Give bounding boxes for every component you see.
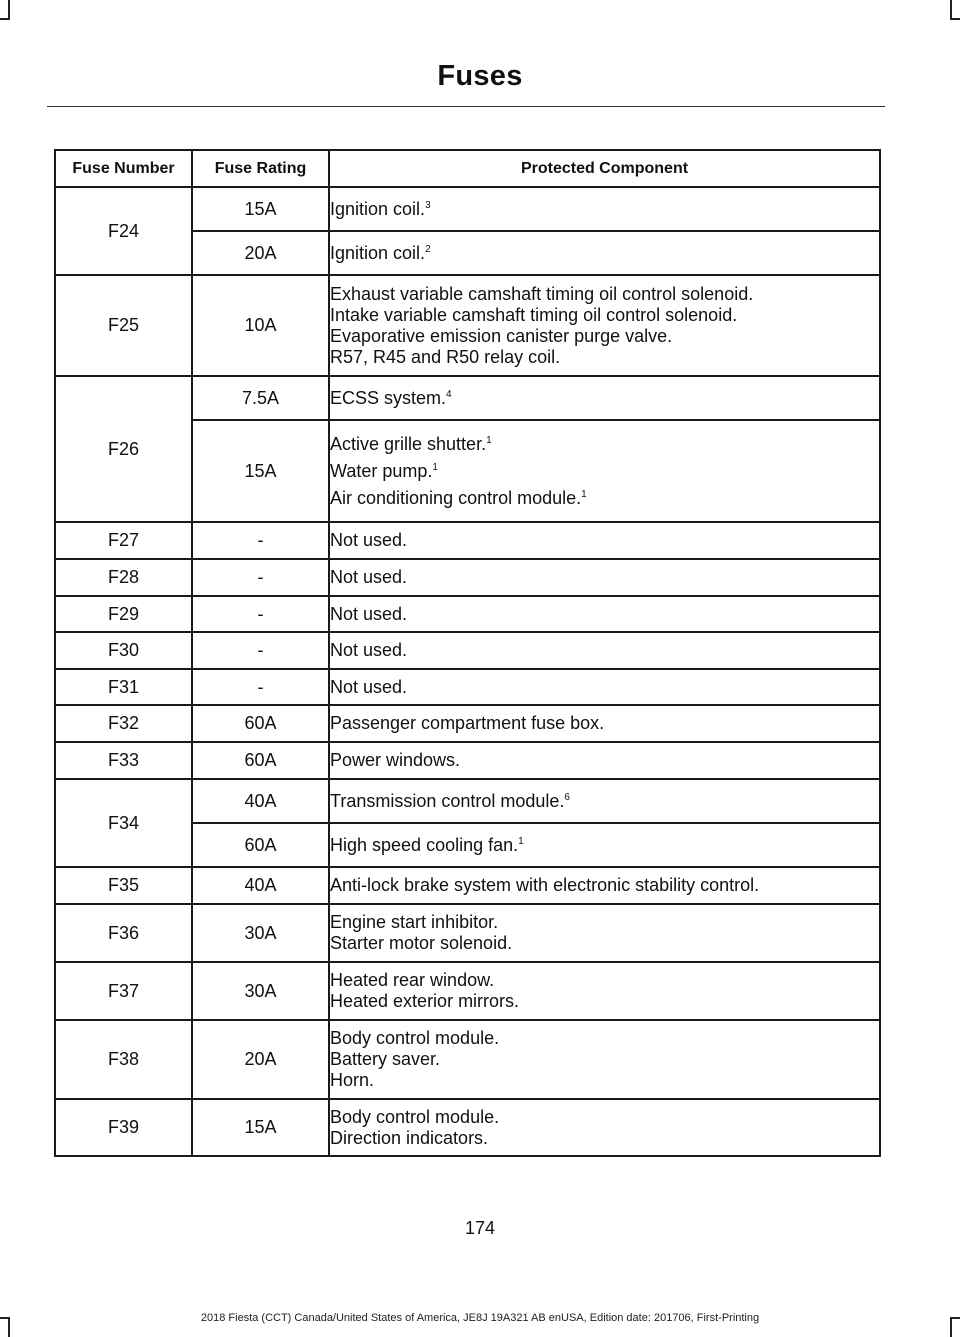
component-text: Starter motor solenoid. xyxy=(330,933,513,953)
fuse-number-cell: F34 xyxy=(55,779,192,867)
crop-mark xyxy=(950,0,952,20)
table-header-row xyxy=(55,150,880,187)
fuse-number-cell: F28 xyxy=(55,559,192,596)
component-text: Engine start inhibitor. xyxy=(330,912,499,932)
protected-component-cell xyxy=(329,231,880,275)
component-line xyxy=(330,1070,879,1091)
column-header-fuse-number: Fuse Number xyxy=(55,150,192,187)
footnote-marker: 1 xyxy=(432,461,438,473)
component-line xyxy=(330,326,879,347)
fuse-number-cell: F33 xyxy=(55,742,192,779)
table-row xyxy=(55,705,880,742)
component-text: R57, R45 and R50 relay coil. xyxy=(330,346,561,367)
table-row xyxy=(55,669,880,705)
component-text: ECSS system. xyxy=(330,387,447,408)
component-text: Body control module. xyxy=(330,1106,500,1127)
fuse-number-cell: F37 xyxy=(55,962,192,1020)
protected-component-cell xyxy=(329,1020,880,1099)
component-line xyxy=(330,388,879,409)
component-line xyxy=(330,1107,879,1128)
component-text: Water pump. xyxy=(330,460,433,481)
footnote-marker: 1 xyxy=(518,835,524,847)
component-text: High speed cooling fan. xyxy=(330,834,519,855)
fuse-number-cell: F38 xyxy=(55,1020,192,1099)
fuse-rating-cell: 20A xyxy=(192,231,329,275)
component-text: Not used. xyxy=(330,640,408,660)
page-footer: 2018 Fiesta (CCT) Canada/United States of America, JE8J 19A321 AB enUSA, Edition date: 201706, First-Printing xyxy=(200,1312,760,1324)
component-text: Battery saver. xyxy=(330,1049,441,1069)
component-text: Air conditioning control module. xyxy=(330,487,582,508)
fuse-rating-cell: 40A xyxy=(192,867,329,904)
fuse-number-cell: F30 xyxy=(55,632,192,669)
fuse-number-cell: F29 xyxy=(55,596,192,632)
component-line xyxy=(330,434,879,455)
component-line xyxy=(330,750,879,771)
component-text: Not used. xyxy=(330,676,408,697)
component-line xyxy=(330,1128,879,1149)
component-line xyxy=(330,713,879,734)
protected-component-cell xyxy=(329,867,880,904)
fuse-rating-cell: - xyxy=(192,632,329,669)
component-line xyxy=(330,488,879,509)
component-line xyxy=(330,1049,879,1070)
component-text: Not used. xyxy=(330,530,408,550)
protected-component-cell xyxy=(329,904,880,962)
protected-component-cell xyxy=(329,962,880,1020)
component-line xyxy=(330,567,879,588)
protected-component-cell xyxy=(329,522,880,559)
page-number: 174 xyxy=(464,1218,496,1238)
table-row xyxy=(55,779,880,823)
table-row xyxy=(55,1020,880,1099)
protected-component-cell xyxy=(329,705,880,742)
table-row xyxy=(55,522,880,559)
protected-component-cell xyxy=(329,1099,880,1156)
fuse-rating-cell: 10A xyxy=(192,275,329,376)
fuse-number-cell: F32 xyxy=(55,705,192,742)
component-text: Ignition coil. xyxy=(330,198,426,219)
component-line xyxy=(330,199,879,220)
fuse-rating-cell: 20A xyxy=(192,1020,329,1099)
component-line xyxy=(330,461,879,482)
table-row xyxy=(55,187,880,231)
fuse-rating-cell: 60A xyxy=(192,705,329,742)
protected-component-cell xyxy=(329,275,880,376)
table-row xyxy=(55,867,880,904)
component-text: Evaporative emission canister purge valve. xyxy=(330,325,673,346)
component-line xyxy=(330,677,879,698)
component-text: Horn. xyxy=(330,1070,375,1090)
protected-component-cell xyxy=(329,823,880,867)
component-text: Heated exterior mirrors. xyxy=(330,991,520,1011)
footnote-marker: 1 xyxy=(581,488,587,500)
component-line xyxy=(330,243,879,264)
table-row xyxy=(55,632,880,669)
title-divider xyxy=(47,106,885,107)
component-line xyxy=(330,991,879,1012)
fuse-rating-cell: 30A xyxy=(192,962,329,1020)
footnote-marker: 6 xyxy=(564,791,570,803)
table-row xyxy=(55,275,880,376)
crop-mark xyxy=(0,18,10,20)
component-line xyxy=(330,835,879,856)
crop-mark xyxy=(8,0,10,20)
component-text: Direction indicators. xyxy=(330,1127,489,1148)
protected-component-cell xyxy=(329,420,880,522)
component-line xyxy=(330,284,879,305)
fuse-number-cell: F25 xyxy=(55,275,192,376)
component-line xyxy=(330,933,879,954)
protected-component-cell xyxy=(329,376,880,420)
fuse-rating-cell: 40A xyxy=(192,779,329,823)
component-line xyxy=(330,305,879,326)
component-line xyxy=(330,1028,879,1049)
component-text: Ignition coil. xyxy=(330,242,426,263)
table-row xyxy=(55,962,880,1020)
component-text: Intake variable camshaft timing oil control solenoid. xyxy=(330,304,738,325)
fuse-rating-cell: 7.5A xyxy=(192,376,329,420)
table-row xyxy=(55,376,880,420)
component-line xyxy=(330,640,879,661)
protected-component-cell xyxy=(329,559,880,596)
footnote-marker: 4 xyxy=(446,388,452,400)
protected-component-cell xyxy=(329,742,880,779)
fuse-number-cell: F24 xyxy=(55,187,192,275)
component-text: Not used. xyxy=(330,567,408,587)
component-line xyxy=(330,791,879,812)
fuse-rating-cell: 15A xyxy=(192,420,329,522)
fuse-rating-cell: 15A xyxy=(192,1099,329,1156)
component-text: Active grille shutter. xyxy=(330,433,487,454)
component-text: Transmission control module. xyxy=(330,790,565,811)
component-text: Anti-lock brake system with electronic stability control. xyxy=(330,875,760,895)
fuse-number-cell: F35 xyxy=(55,867,192,904)
component-text: Power windows. xyxy=(330,750,461,770)
fuse-rating-cell: 60A xyxy=(192,742,329,779)
fuse-table xyxy=(54,149,881,1157)
fuse-rating-cell: 15A xyxy=(192,187,329,231)
component-line xyxy=(330,912,879,933)
component-line xyxy=(330,530,879,551)
protected-component-cell xyxy=(329,779,880,823)
fuse-rating-cell: 30A xyxy=(192,904,329,962)
fuse-number-cell: F36 xyxy=(55,904,192,962)
component-line xyxy=(330,347,879,368)
table-row xyxy=(55,596,880,632)
fuse-number-cell: F27 xyxy=(55,522,192,559)
component-text: Exhaust variable camshaft timing oil control solenoid. xyxy=(330,283,754,304)
footnote-marker: 1 xyxy=(486,434,492,446)
component-line xyxy=(330,604,879,625)
column-header-fuse-rating: Fuse Rating xyxy=(192,150,329,187)
component-line xyxy=(330,875,879,896)
table-row xyxy=(55,742,880,779)
table-row xyxy=(55,904,880,962)
protected-component-cell xyxy=(329,632,880,669)
protected-component-cell xyxy=(329,669,880,705)
column-header-protected-component: Protected Component xyxy=(329,150,880,187)
component-text: Not used. xyxy=(330,603,408,624)
fuse-table-body xyxy=(55,187,880,1156)
fuse-rating-cell: - xyxy=(192,559,329,596)
component-text: Passenger compartment fuse box. xyxy=(330,713,605,733)
component-line xyxy=(330,970,879,991)
fuse-number-cell: F26 xyxy=(55,376,192,522)
crop-mark xyxy=(950,18,960,20)
page-title: Fuses xyxy=(437,60,523,92)
footnote-marker: 3 xyxy=(425,199,431,211)
fuse-rating-cell: - xyxy=(192,669,329,705)
component-text: Body control module. xyxy=(330,1028,500,1048)
fuse-rating-cell: - xyxy=(192,522,329,559)
fuse-number-cell: F31 xyxy=(55,669,192,705)
protected-component-cell xyxy=(329,596,880,632)
fuse-rating-cell: - xyxy=(192,596,329,632)
component-text: Heated rear window. xyxy=(330,970,495,990)
fuse-rating-cell: 60A xyxy=(192,823,329,867)
footnote-marker: 2 xyxy=(425,243,431,255)
protected-component-cell xyxy=(329,187,880,231)
table-row xyxy=(55,559,880,596)
fuse-number-cell: F39 xyxy=(55,1099,192,1156)
table-row xyxy=(55,1099,880,1156)
